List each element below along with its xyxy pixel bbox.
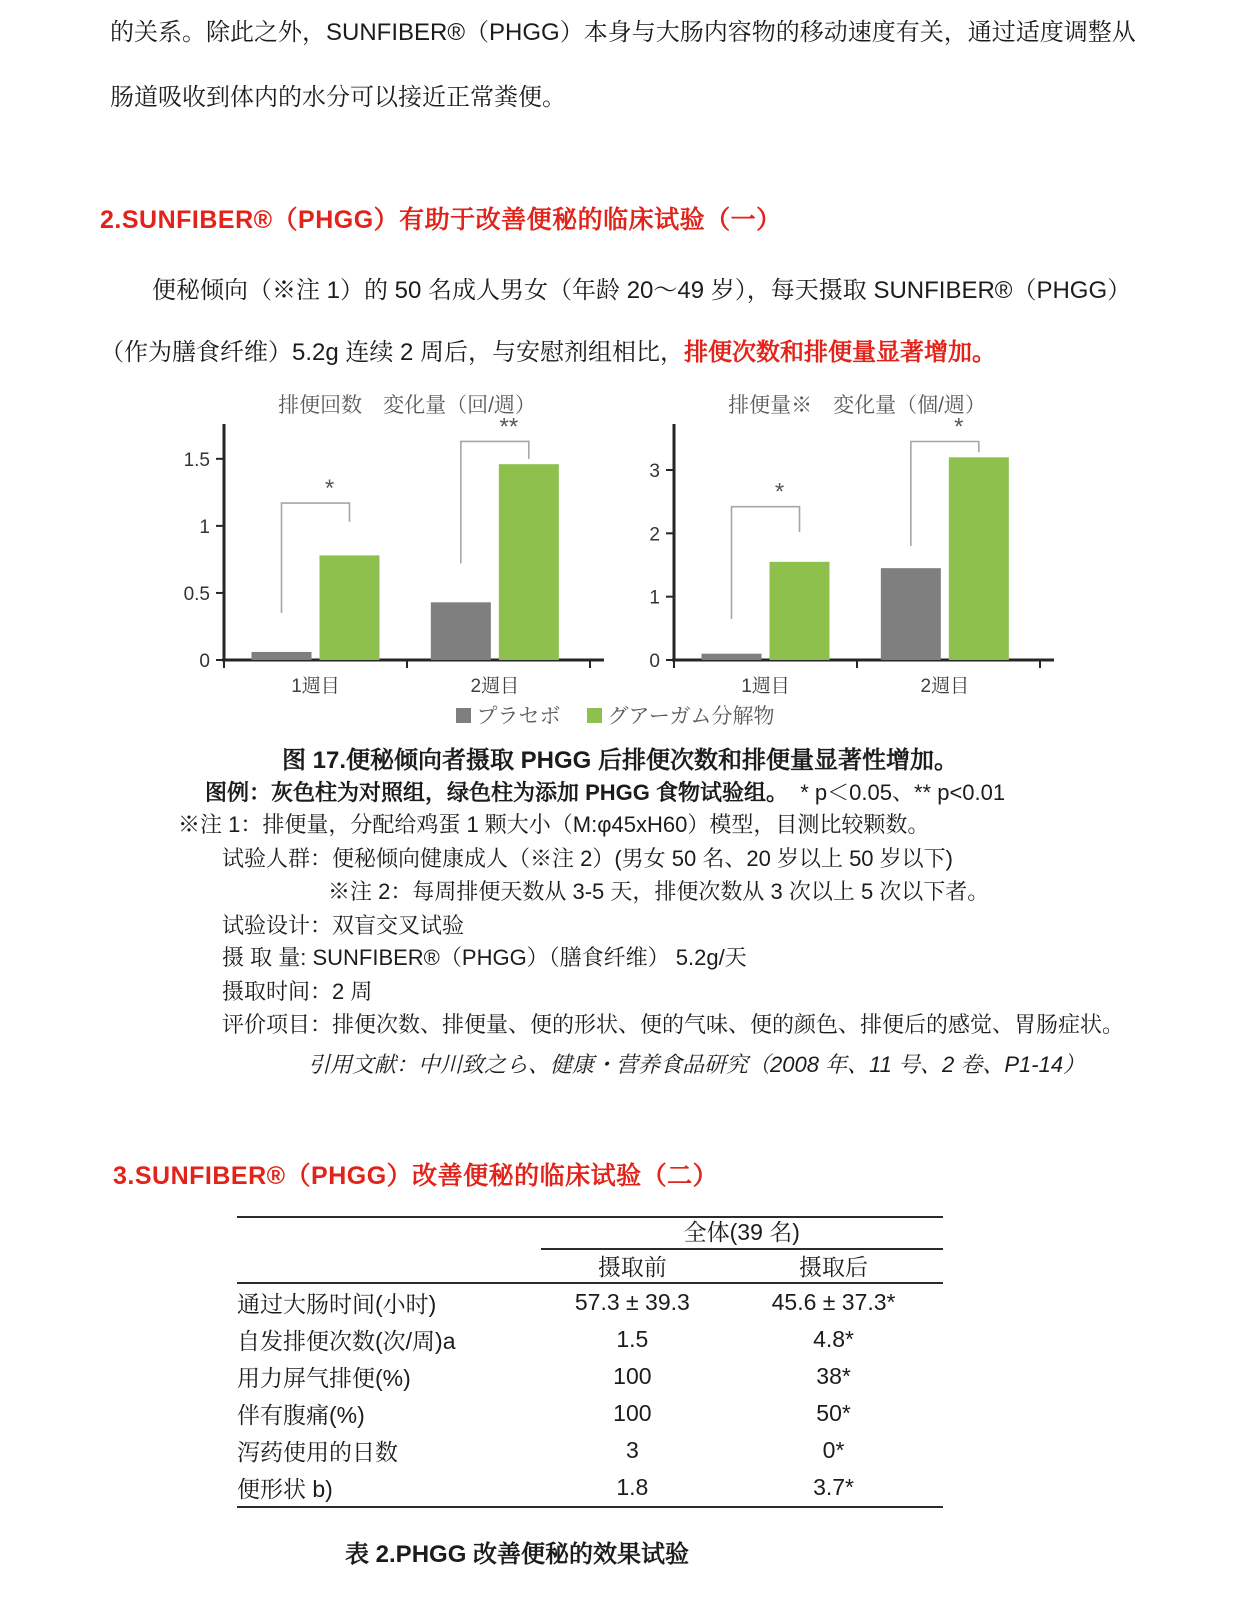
figure-note1: ※注 1：排便量，分配给鸡蛋 1 颗大小（M:φ45xH60）模型，目测比较颗数。 bbox=[178, 812, 930, 837]
y-tick-label: 2 bbox=[649, 524, 660, 546]
table-cell-post: 0* bbox=[822, 1437, 845, 1463]
chart-title: 排便量※ 変化量（個/週） bbox=[728, 394, 986, 417]
figure-evaluation: 评价项目：排便次数、排便量、便的形状、便的气味、便的颜色、排便后的感觉、胃肠症状。 bbox=[222, 1012, 1125, 1037]
section2-heading: 2.SUNFIBER®（PHGG）有助于改善便秘的临床试验（一） bbox=[100, 206, 782, 234]
table-cell-label: 自发排便次数(次/周)a bbox=[237, 1328, 456, 1354]
table-caption: 表 2.PHGG 改善便秘的效果试验 bbox=[345, 1541, 690, 1568]
y-tick-label: 1 bbox=[649, 587, 660, 609]
phgg-swatch-icon bbox=[587, 708, 602, 723]
placebo-bar bbox=[702, 654, 762, 660]
table-row bbox=[237, 1284, 943, 1321]
phgg-bar bbox=[949, 457, 1009, 660]
phgg-bar bbox=[770, 562, 830, 660]
x-category-label: 1週目 bbox=[291, 676, 340, 697]
figure-population: 试验人群：便秘倾向健康成人（※注 2）(男女 50 名、20 岁以上 50 岁以下) bbox=[222, 846, 953, 871]
table-cell-post: 38* bbox=[816, 1363, 851, 1389]
significance-label: ** bbox=[499, 413, 519, 441]
figure-duration: 摄取时间：2 周 bbox=[222, 979, 373, 1004]
table-column-header-row bbox=[237, 1249, 943, 1284]
phgg-bar bbox=[320, 555, 380, 660]
table-row bbox=[237, 1469, 943, 1506]
table-row bbox=[237, 1321, 943, 1358]
table-col-post: 摄取后 bbox=[799, 1254, 869, 1280]
figure-caption: 图 17.便秘倾向者摄取 PHGG 后排便次数和排便量显著性增加。 bbox=[281, 747, 959, 774]
section3-heading: 3.SUNFIBER®（PHGG）改善便秘的临床试验（二） bbox=[113, 1162, 719, 1190]
y-tick-label: 1.5 bbox=[183, 449, 210, 471]
table-col-pre: 摄取前 bbox=[597, 1254, 667, 1280]
section2-body-line2-black: （作为膳食纤维）5.2g 连续 2 周后，与安慰剂组相比， bbox=[100, 339, 685, 366]
table-cell-pre: 100 bbox=[613, 1400, 652, 1426]
table-cell-pre: 100 bbox=[613, 1363, 652, 1389]
significance-label: * bbox=[954, 413, 964, 441]
section2-body-line2-highlight: 排便次数和排便量显著增加。 bbox=[684, 339, 997, 366]
y-tick-label: 0.5 bbox=[183, 583, 210, 605]
figure-17 bbox=[160, 390, 1070, 740]
bar-charts-container bbox=[160, 390, 1070, 715]
table-row bbox=[237, 1432, 943, 1469]
y-tick-label: 0 bbox=[199, 651, 210, 672]
p-values-text: * p＜0.05、** p<0.01 bbox=[800, 780, 1006, 805]
table-group-header: 全体(39 名) bbox=[541, 1217, 943, 1250]
placebo-bar bbox=[881, 568, 941, 660]
figure-intake: 摄 取 量: SUNFIBER®（PHGG）（膳食纤维） 5.2g/天 bbox=[222, 945, 747, 970]
table-cell-label: 便形状 b) bbox=[237, 1476, 333, 1502]
table-cell-label: 泻药使用的日数 bbox=[237, 1439, 398, 1465]
figure-legend-note bbox=[205, 776, 1005, 807]
table-cell-post: 4.8* bbox=[813, 1326, 855, 1352]
table-row bbox=[237, 1358, 943, 1395]
significance-label: * bbox=[324, 475, 335, 503]
table-cell-post: 45.6 ± 37.3* bbox=[771, 1289, 896, 1315]
legend-label: グアーガム分解物 bbox=[607, 705, 775, 728]
legend-item bbox=[456, 700, 561, 730]
results-table bbox=[237, 1216, 943, 1508]
placebo-bar bbox=[252, 652, 312, 660]
legend-note-text: 图例：灰色柱为对照组，绿色柱为添加 PHGG 食物试验组。 bbox=[205, 780, 789, 805]
y-tick-label: 3 bbox=[649, 461, 660, 482]
intro-paragraph-line1: 的关系。除此之外，SUNFIBER®（PHGG）本身与大肠内容物的移动速度有关，通过适度调整从 bbox=[110, 19, 1136, 46]
bar-chart-1 bbox=[610, 390, 1060, 715]
bar-chart-0 bbox=[160, 390, 610, 715]
placebo-bar bbox=[431, 602, 491, 660]
table-cell-post: 50* bbox=[816, 1400, 851, 1426]
figure-note2: ※注 2：每周排便天数从 3-5 天，排便次数从 3 次以上 5 次以下者。 bbox=[328, 879, 990, 904]
table-group-header-row bbox=[237, 1216, 943, 1249]
table-cell-label: 伴有腹痛(%) bbox=[237, 1402, 365, 1428]
table-row bbox=[237, 1395, 943, 1432]
figure-citation: 引用文献：中川致之ら、健康・营养食品研究（2008 年、11 号、2 卷、P1-14） bbox=[308, 1052, 1086, 1077]
significance-label: * bbox=[774, 478, 785, 506]
intro-paragraph-line2: 肠道吸收到体内的水分可以接近正常粪便。 bbox=[110, 84, 566, 111]
y-tick-label: 1 bbox=[199, 516, 210, 538]
section2-body-line1: 便秘倾向（※注 1）的 50 名成人男女（年龄 20～49 岁），每天摄取 SUNFIBER®（PHGG） bbox=[152, 277, 1132, 304]
table-cell-post: 3.7* bbox=[813, 1474, 855, 1500]
x-category-label: 1週目 bbox=[741, 676, 790, 697]
placebo-swatch-icon bbox=[456, 708, 471, 723]
table-cell-pre: 57.3 ± 39.3 bbox=[574, 1289, 690, 1315]
x-category-label: 2週目 bbox=[470, 676, 520, 697]
table-cell-pre: 1.8 bbox=[616, 1474, 649, 1500]
chart-title: 排便回数 変化量（回/週） bbox=[278, 394, 536, 417]
table-cell-label: 通过大肠时间(小时) bbox=[237, 1291, 437, 1317]
y-tick-label: 0 bbox=[649, 651, 660, 672]
table-cell-pre: 3 bbox=[625, 1437, 639, 1463]
section2-body-line2 bbox=[100, 332, 996, 367]
chart-legend bbox=[160, 700, 1070, 730]
legend-item bbox=[587, 700, 775, 730]
legend-label: プラセボ bbox=[476, 705, 561, 728]
table-cell-label: 用力屏气排便(%) bbox=[237, 1365, 411, 1391]
table-body bbox=[237, 1284, 943, 1508]
x-category-label: 2週目 bbox=[920, 676, 970, 697]
figure-design: 试验设计：双盲交叉试验 bbox=[222, 913, 465, 938]
phgg-bar bbox=[499, 464, 559, 660]
table-cell-pre: 1.5 bbox=[616, 1326, 649, 1352]
